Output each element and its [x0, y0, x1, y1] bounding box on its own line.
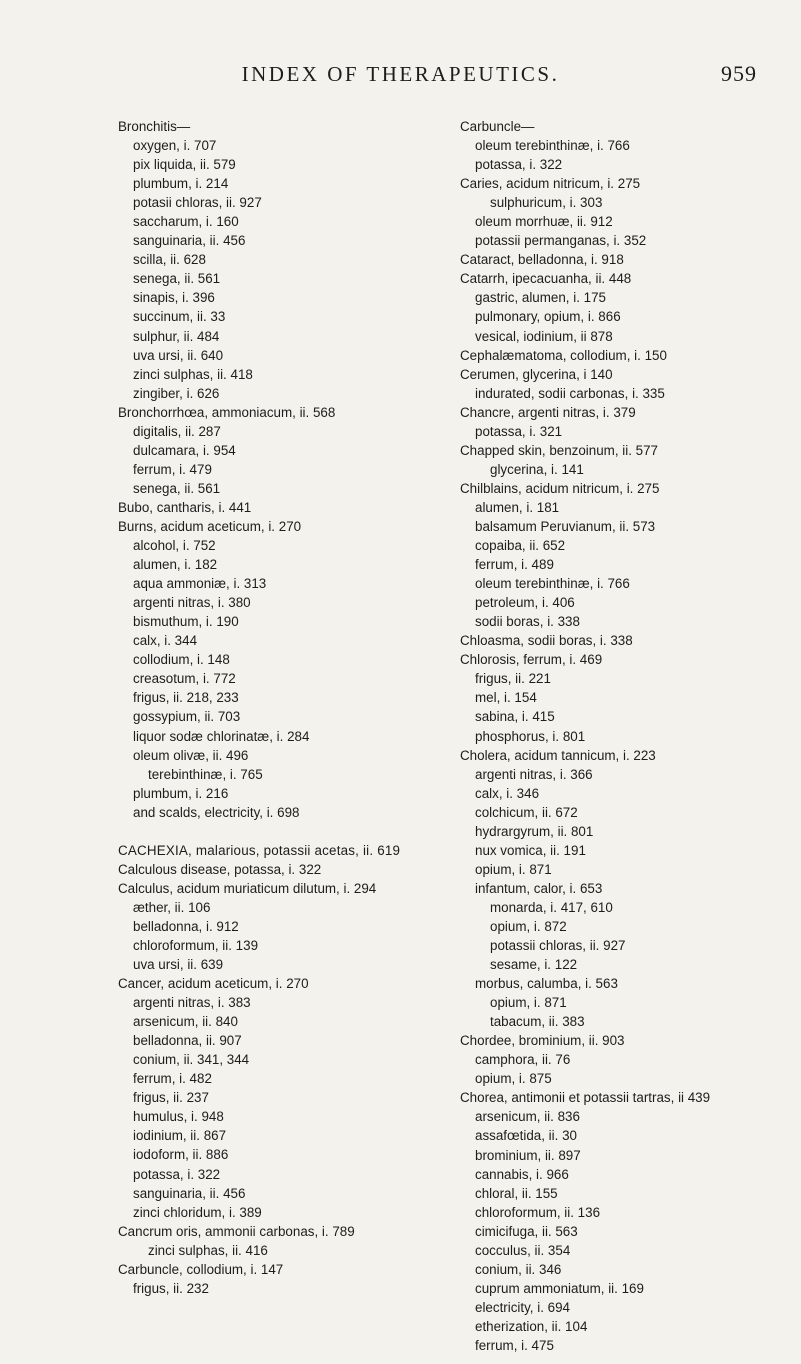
- index-subentry: tabacum, ii. 383: [490, 1014, 585, 1030]
- index-entry-heading: Cataract, belladonna, i. 918: [460, 252, 624, 268]
- index-subentry: copaiba, ii. 652: [475, 538, 566, 554]
- index-subentry: argenti nitras, i. 383: [133, 995, 251, 1011]
- index-entry-heading: Chorea, antimonii et potassii tartras, ii 439: [460, 1090, 711, 1106]
- index-subentry: frigus, ii. 237: [133, 1090, 209, 1106]
- index-subentry: terebinthinæ, i. 765: [148, 766, 263, 782]
- index-entry-heading: Cerumen, glycerina, i 140: [460, 366, 613, 382]
- index-subentry: zingiber, i. 626: [133, 385, 220, 401]
- index-subentry: chloroformum, ii. 136: [475, 1204, 601, 1220]
- index-entry-heading: Chancre, argenti nitras, i. 379: [460, 404, 636, 420]
- index-subentry: chloroformum, ii. 139: [133, 937, 259, 953]
- index-subentry: and scalds, electricity, i. 698: [133, 804, 300, 820]
- index-subentry: oleum morrhuæ, ii. 912: [475, 214, 613, 230]
- index-subentry: belladonna, i. 912: [133, 918, 239, 934]
- index-subentry: collodium, i. 148: [133, 652, 230, 668]
- index-subentry: sinapis, i. 396: [133, 290, 215, 306]
- index-subentry: potassa, i. 322: [133, 1166, 221, 1182]
- index-entry-heading: Bronchorrhœa, ammoniacum, ii. 568: [118, 404, 336, 420]
- index-subentry: balsamum Peruvianum, ii. 573: [475, 518, 656, 534]
- index-entry-heading: Cancer, acidum aceticum, i. 270: [118, 976, 309, 992]
- index-subentry: gastric, alumen, i. 175: [475, 290, 606, 306]
- right-column: [460, 117, 780, 1355]
- index-subentry: digitalis, ii. 287: [133, 423, 221, 439]
- index-subentry: sesame, i. 122: [490, 957, 578, 973]
- index-entry-heading: Carbuncle, collodium, i. 147: [118, 1261, 284, 1277]
- index-entry-heading: Cancrum oris, ammonii carbonas, i. 789: [118, 1223, 355, 1239]
- index-subentry: cuprum ammoniatum, ii. 169: [475, 1280, 644, 1296]
- index-subentry: scilla, ii. 628: [133, 252, 206, 268]
- index-subentry: camphora, ii. 76: [475, 1052, 571, 1068]
- index-entry-heading: Chapped skin, benzoinum, ii. 577: [460, 442, 659, 458]
- index-subentry: hydrargyrum, ii. 801: [475, 823, 594, 839]
- index-subentry: vesical, iodinium, ii 878: [475, 328, 613, 344]
- index-subentry: calx, i. 346: [475, 785, 540, 801]
- index-entry-heading: Chilblains, acidum nitricum, i. 275: [460, 480, 660, 496]
- index-subentry: alumen, i. 181: [475, 499, 560, 515]
- index-subentry: potassii chloras, ii. 927: [490, 938, 626, 954]
- index-subentry: phosphorus, i. 801: [475, 728, 586, 744]
- index-subentry: etherization, ii. 104: [475, 1318, 588, 1334]
- index-subentry: potassii permanganas, i. 352: [475, 233, 647, 249]
- index-entry-heading: Cholera, acidum tannicum, i. 223: [460, 747, 656, 763]
- index-subentry: potassa, i. 322: [475, 157, 563, 173]
- index-subentry: glycerina, i. 141: [490, 461, 584, 477]
- index-subentry: oxygen, i. 707: [133, 138, 217, 154]
- index-subentry: uva ursi, ii. 640: [133, 347, 224, 363]
- index-entry-heading: Bubo, cantharis, i. 441: [118, 499, 252, 515]
- index-subentry: colchicum, ii. 672: [475, 804, 578, 820]
- index-subentry: zinci sulphas, ii. 418: [133, 366, 253, 382]
- index-subentry: argenti nitras, i. 366: [475, 766, 593, 782]
- index-subentry: opium, i. 875: [475, 1071, 552, 1087]
- index-subentry: sulphur, ii. 484: [133, 328, 220, 344]
- index-entry-heading: Calculus, acidum muriaticum dilutum, i. 294: [118, 880, 377, 896]
- index-subentry: conium, ii. 341, 344: [133, 1052, 250, 1068]
- index-subentry: monarda, i. 417, 610: [490, 899, 613, 915]
- index-subentry: oleum olivæ, ii. 496: [133, 747, 249, 763]
- index-subentry: opium, i. 871: [475, 861, 552, 877]
- index-subentry: bismuthum, i. 190: [133, 614, 239, 630]
- index-entry-heading: Cephalæmatoma, collodium, i. 150: [460, 347, 667, 363]
- index-subentry: ferrum, i. 475: [475, 1338, 554, 1353]
- index-entry-heading: Chloasma, sodii boras, i. 338: [460, 633, 633, 649]
- index-subentry: nux vomica, ii. 191: [475, 842, 586, 858]
- index-subentry: senega, ii. 561: [133, 271, 221, 287]
- index-subentry: zinci sulphas, ii. 416: [148, 1242, 268, 1258]
- index-subentry: electricity, i. 694: [475, 1299, 571, 1315]
- index-subentry: oleum terebinthinæ, i. 766: [475, 138, 630, 154]
- index-subentry: chloral, ii. 155: [475, 1185, 558, 1201]
- index-subentry: sanguinaria, ii. 456: [133, 1185, 246, 1201]
- index-subentry: senega, ii. 561: [133, 480, 221, 496]
- index-subentry: pix liquida, ii. 579: [133, 157, 236, 173]
- index-subentry: gossypium, ii. 703: [133, 709, 241, 725]
- index-subentry: plumbum, i. 216: [133, 785, 229, 801]
- index-subentry: pulmonary, opium, i. 866: [475, 309, 621, 325]
- index-subentry: conium, ii. 346: [475, 1261, 562, 1277]
- index-subentry: alumen, i. 182: [133, 557, 218, 573]
- index-entry-heading: Carbuncle—: [460, 119, 535, 134]
- index-subentry: alcohol, i. 752: [133, 538, 216, 554]
- index-subentry: cocculus, ii. 354: [475, 1242, 571, 1258]
- index-subentry: cimicifuga, ii. 563: [475, 1223, 578, 1239]
- index-entry-heading: Catarrh, ipecacuanha, ii. 448: [460, 271, 632, 287]
- index-subentry: dulcamara, i. 954: [133, 442, 236, 458]
- index-subentry: æther, ii. 106: [133, 899, 211, 915]
- index-subentry: arsenicum, ii. 836: [475, 1109, 580, 1125]
- index-entry-heading: CACHEXIA, malarious, potassii acetas, ii. 619: [118, 842, 401, 858]
- index-subentry: liquor sodæ chlorinatæ, i. 284: [133, 728, 310, 744]
- index-subentry: arsenicum, ii. 840: [133, 1014, 238, 1030]
- index-subentry: brominium, ii. 897: [475, 1147, 581, 1163]
- left-column: [118, 117, 443, 1298]
- page-header: [0, 62, 801, 92]
- index-subentry: frigus, ii. 232: [133, 1280, 209, 1296]
- index-subentry: frigus, ii. 221: [475, 671, 551, 687]
- index-subentry: indurated, sodii carbonas, i. 335: [475, 385, 665, 401]
- index-subentry: plumbum, i. 214: [133, 176, 229, 192]
- index-entry-heading: Bronchitis—: [118, 119, 191, 134]
- index-entry-heading: Calculous disease, potassa, i. 322: [118, 861, 322, 877]
- index-subentry: argenti nitras, i. 380: [133, 595, 251, 611]
- index-subentry: oleum terebinthinæ, i. 766: [475, 576, 630, 592]
- index-subentry: saccharum, i. 160: [133, 214, 239, 230]
- index-subentry: potassa, i. 321: [475, 423, 563, 439]
- index-subentry: aqua ammoniæ, i. 313: [133, 576, 267, 592]
- index-subentry: opium, i. 871: [490, 995, 567, 1011]
- index-subentry: sodii boras, i. 338: [475, 614, 580, 630]
- index-subentry: iodoform, ii. 886: [133, 1147, 229, 1163]
- index-subentry: zinci chloridum, i. 389: [133, 1204, 262, 1220]
- index-subentry: iodinium, ii. 867: [133, 1128, 227, 1144]
- index-subentry: mel, i. 154: [475, 690, 537, 706]
- index-subentry: ferrum, i. 489: [475, 557, 554, 573]
- index-subentry: ferrum, i. 479: [133, 461, 212, 477]
- index-subentry: creasotum, i. 772: [133, 671, 236, 687]
- index-subentry: belladonna, ii. 907: [133, 1033, 242, 1049]
- index-subentry: frigus, ii. 218, 233: [133, 690, 239, 706]
- index-subentry: sabina, i. 415: [475, 709, 555, 725]
- index-subentry: calx, i. 344: [133, 633, 198, 649]
- index-entry-heading: Chlorosis, ferrum, i. 469: [460, 652, 603, 668]
- index-subentry: morbus, calumba, i. 563: [475, 976, 618, 992]
- index-subentry: uva ursi, ii. 639: [133, 957, 224, 973]
- index-subentry: potasii chloras, ii. 927: [133, 195, 262, 211]
- page-number: 959: [721, 61, 757, 86]
- index-subentry: succinum, ii. 33: [133, 309, 226, 325]
- index-subentry: petroleum, i. 406: [475, 595, 575, 611]
- index-subentry: ferrum, i. 482: [133, 1071, 212, 1087]
- index-entry-heading: Chordee, brominium, ii. 903: [460, 1033, 625, 1049]
- running-title: INDEX OF THERAPEUTICS.: [241, 62, 560, 86]
- index-subentry: cannabis, i. 966: [475, 1166, 569, 1182]
- index-subentry: sanguinaria, ii. 456: [133, 233, 246, 249]
- index-entry-heading: Caries, acidum nitricum, i. 275: [460, 176, 641, 192]
- index-subentry: opium, i. 872: [490, 918, 567, 934]
- index-subentry: humulus, i. 948: [133, 1109, 224, 1125]
- index-subentry: assafœtida, ii. 30: [475, 1128, 577, 1144]
- index-subentry: sulphuricum, i. 303: [490, 195, 603, 211]
- index-entry-heading: Burns, acidum aceticum, i. 270: [118, 518, 302, 534]
- index-subentry: infantum, calor, i. 653: [475, 880, 603, 896]
